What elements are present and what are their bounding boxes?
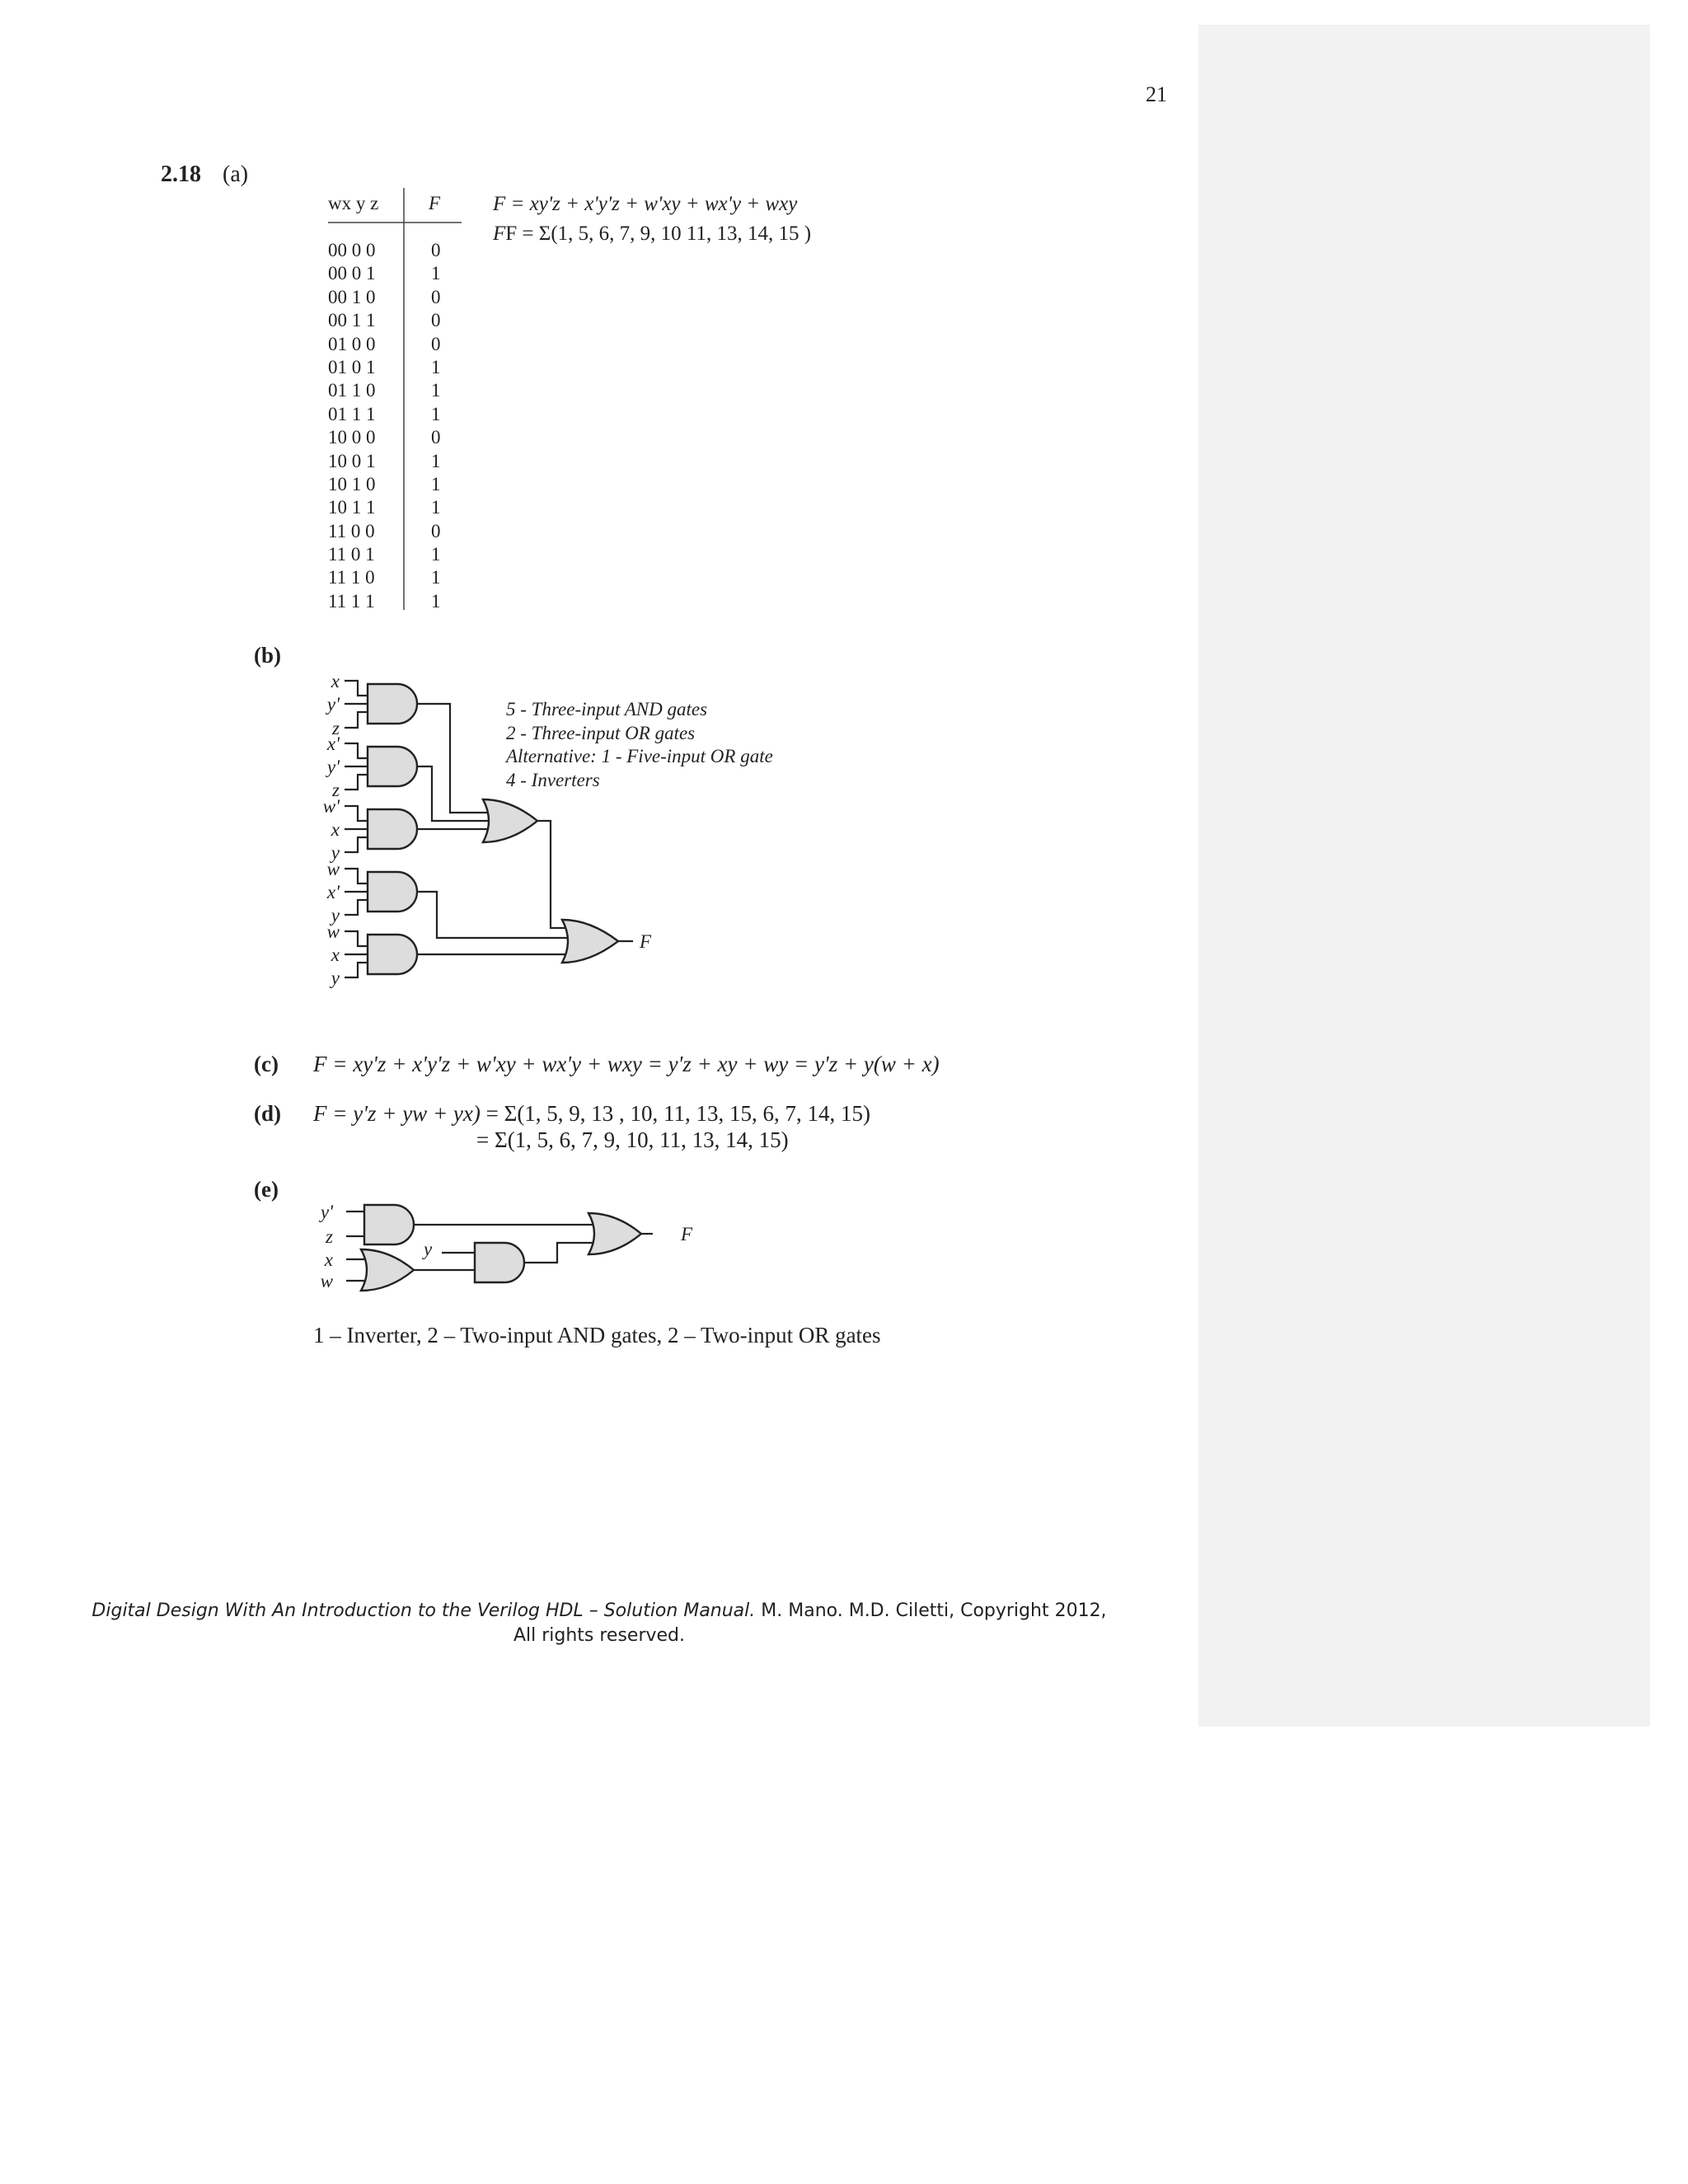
truth-table-input-cell: 10 1 1 (328, 497, 376, 518)
circuit-b-input-label: y' (326, 694, 340, 715)
equation-d-1: F = y'z + yw + yx) = Σ(1, 5, 9, 13 , 10, 11, 13, 15, 6, 7, 14, 15) (313, 1101, 871, 1126)
truth-table-input-cell: 01 1 0 (328, 380, 376, 401)
equation-d-2: = Σ(1, 5, 6, 7, 9, 10, 11, 13, 14, 15) (476, 1127, 789, 1152)
and-gate-e2 (475, 1243, 524, 1282)
truth-table-output-cell: 1 (431, 473, 441, 494)
circuit-b-input-label: x (331, 819, 340, 840)
circuit-b-input-label: z (332, 718, 340, 738)
truth-table-output-cell: 1 (431, 356, 441, 377)
truth-table-input-cell: 10 0 0 (328, 427, 376, 448)
footer-line-2: All rights reserved. (513, 1625, 686, 1646)
or-gate-1 (483, 799, 537, 842)
truth-table-input-cell: 11 0 0 (328, 520, 375, 541)
truth-table-input-cell: 11 1 0 (328, 567, 375, 588)
truth-table-output-cell: 0 (431, 240, 441, 260)
or-gate-e1 (361, 1249, 414, 1291)
and-gate-e1 (364, 1205, 414, 1244)
truth-table-output-cell: 1 (431, 403, 441, 424)
equation-a-2: FF = Σ(1, 5, 6, 7, 9, 10 11, 13, 14, 15 ) (493, 223, 812, 245)
circuit-b-input-label: z (332, 780, 340, 800)
circuit-b-input-label: w' (322, 796, 340, 817)
circuit-e-summary: 1 – Inverter, 2 – Two-input AND gates, 2 – Two-input OR gates (313, 1323, 881, 1347)
truth-table-output-cell: 1 (431, 544, 441, 565)
circuit-e-output-label: F (681, 1224, 693, 1244)
circuit-b-note: 2 - Three-input OR gates (506, 722, 696, 743)
truth-table-header-output: F (429, 193, 441, 213)
circuit-b-note: Alternative: 1 - Five-input OR gate (506, 746, 773, 766)
part-a-label: (a) (223, 162, 249, 187)
truth-table-output-cell: 1 (431, 590, 441, 612)
truth-table-input-cell: 01 1 1 (328, 403, 376, 424)
truth-table-input-cell: 01 0 1 (328, 356, 376, 377)
circuit-e-y-label: y (424, 1239, 433, 1259)
circuit-b-note: 5 - Three-input AND gates (506, 699, 708, 719)
circuit-b-input-label: y (331, 968, 340, 988)
circuit-e-input-label: y' (320, 1202, 333, 1222)
truth-table-output-cell: 0 (431, 520, 441, 541)
and-gate-5 (368, 935, 417, 974)
truth-table-output-cell: 0 (431, 427, 441, 448)
and-gate-2 (368, 747, 417, 786)
circuit-e-input-label: w (320, 1271, 333, 1291)
truth-table-output-cell: 1 (431, 567, 441, 588)
equation-a-1: F = xy'z + x'y'z + w'xy + wx'y + wxy (493, 193, 798, 215)
circuit-b-input-label: x' (326, 733, 340, 754)
truth-table-input-cell: 10 1 0 (328, 473, 376, 494)
truth-table-output-cell: 0 (431, 286, 441, 307)
or-gate-e-output (588, 1213, 641, 1254)
and-gate-4 (368, 872, 417, 912)
truth-table-input-cell: 00 0 1 (328, 263, 376, 284)
circuit-b-input-label: y (331, 842, 340, 863)
circuit-b-input-label: x' (326, 882, 340, 902)
truth-table-input-cell: 11 0 1 (328, 544, 375, 565)
part-d-label: (d) (254, 1101, 281, 1126)
circuit-b-input-label: w (326, 921, 340, 942)
truth-table-header-inputs: wx y z (328, 193, 379, 213)
truth-table-output-cell: 0 (431, 310, 441, 331)
truth-table-input-cell: 11 1 1 (328, 590, 375, 612)
circuit-b-input-label: y (331, 905, 340, 926)
circuit-b-input-label: x (331, 671, 340, 691)
circuit-b-output-label: F (640, 931, 652, 952)
circuit-b-input-label: w (326, 859, 340, 879)
circuit-b-note: 4 - Inverters (506, 769, 600, 790)
truth-table-output-cell: 1 (431, 263, 441, 284)
circuit-b-input-label: y' (326, 757, 340, 777)
truth-table-output-cell: 1 (431, 380, 441, 401)
part-c-label: (c) (254, 1052, 279, 1076)
or-gate-output (562, 920, 618, 963)
truth-table-input-cell: 00 0 0 (328, 240, 376, 260)
truth-table-output-cell: 1 (431, 450, 441, 471)
truth-table-output-cell: 1 (431, 497, 441, 518)
page-number: 21 (1146, 82, 1167, 106)
equation-c: F = xy'z + x'y'z + w'xy + wx'y + wxy = y'z + xy + wy = y'z + y(w + x) (313, 1052, 940, 1076)
circuit-b-input-label: x (331, 944, 340, 965)
and-gate-1 (368, 684, 417, 724)
truth-table-input-cell: 01 0 0 (328, 333, 376, 354)
problem-number: 2.18 (161, 162, 201, 187)
part-b-label: (b) (254, 643, 281, 668)
footer-line-1: Digital Design With An Introduction to the Verilog HDL – Solution Manual. M. Mano. M.D. Ciletti, Copyright 2012, (91, 1601, 1107, 1621)
part-e-label: (e) (254, 1177, 279, 1202)
truth-table-input-cell: 00 1 0 (328, 286, 376, 307)
truth-table-input-cell: 10 0 1 (328, 450, 376, 471)
circuit-e-input-label: z (326, 1226, 333, 1247)
and-gate-3 (368, 809, 417, 849)
circuit-e-input-label: x (324, 1249, 333, 1270)
truth-table-input-cell: 00 1 1 (328, 310, 376, 331)
truth-table-output-cell: 0 (431, 333, 441, 354)
